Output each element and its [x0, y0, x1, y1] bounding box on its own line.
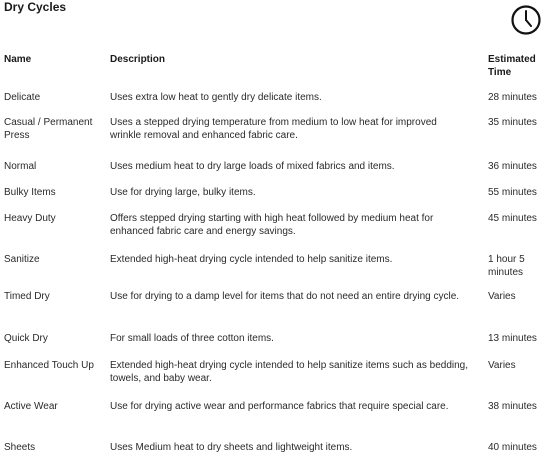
cycle-time: 55 minutes: [488, 187, 537, 198]
header-name: Name: [4, 54, 32, 65]
cycle-time: 13 minutes: [488, 333, 537, 344]
cycle-description: Use for drying large, bulky items.: [110, 187, 256, 198]
clock-icon: [510, 4, 542, 36]
cycle-description: Extended high-heat drying cycle intended to help sanitize items.: [110, 254, 393, 265]
table-header-row: [4, 54, 559, 92]
table-row: [4, 291, 559, 333]
cycle-name: Delicate: [4, 92, 41, 103]
table-row: [4, 333, 559, 360]
cycle-description: Extended high-heat drying cycle intended to help sanitize items such as bedding, towels, and baby wear.: [110, 360, 469, 384]
cycle-name: Timed Dry: [4, 291, 50, 302]
cycle-name: Sheets: [4, 442, 36, 453]
table-row: [4, 117, 559, 161]
table-row: [4, 442, 559, 456]
cycle-description: Uses extra low heat to gently dry delicate items.: [110, 92, 322, 103]
cycle-description: Use for drying to a damp level for items that do not need an entire drying cycle.: [110, 291, 460, 302]
cycle-name: Casual / Permanent Press: [4, 117, 93, 141]
cycle-time: Varies: [488, 360, 516, 371]
cycle-time: 35 minutes: [488, 117, 537, 128]
cycle-time: 36 minutes: [488, 161, 537, 172]
cycle-description: Uses medium heat to dry large loads of mixed fabrics and items.: [110, 161, 395, 172]
cycle-time: 1 hour 5 minutes: [488, 254, 525, 278]
cycle-name: Sanitize: [4, 254, 40, 265]
cycle-description: Uses Medium heat to dry sheets and lightweight items.: [110, 442, 353, 453]
header-estimated-time: Estimated Time: [488, 54, 536, 78]
table-row: [4, 187, 559, 213]
table-row: [4, 213, 559, 254]
cycle-time: 40 minutes: [488, 442, 537, 453]
table-row: [4, 401, 559, 442]
cycle-description: For small loads of three cotton items.: [110, 333, 274, 344]
cycle-time: 45 minutes: [488, 213, 537, 224]
table-row: [4, 161, 559, 187]
dry-cycles-table: [4, 54, 559, 456]
cycle-name: Enhanced Touch Up: [4, 360, 94, 371]
header-description: Description: [110, 54, 166, 65]
cycle-name: Heavy Duty: [4, 213, 56, 224]
table-row: [4, 254, 559, 291]
cycle-name: Bulky Items: [4, 187, 56, 198]
cycle-name: Normal: [4, 161, 37, 172]
cycle-description: Use for drying active wear and performance fabrics that require special care.: [110, 401, 449, 412]
cycle-name: Quick Dry: [4, 333, 48, 344]
table-row: [4, 92, 559, 117]
cycle-description: Uses a stepped drying temperature from medium to low heat for improved wrinkle removal and enhanced fabric care.: [110, 117, 437, 141]
cycle-time: Varies: [488, 291, 516, 302]
cycle-description: Offers stepped drying starting with high heat followed by medium heat for enhanced fabric care and energy savings.: [110, 213, 434, 237]
table-row: [4, 360, 559, 401]
cycle-time: 28 minutes: [488, 92, 537, 103]
cycle-time: 38 minutes: [488, 401, 537, 412]
cycle-name: Active Wear: [4, 401, 58, 412]
page-title: Dry Cycles: [4, 0, 67, 14]
